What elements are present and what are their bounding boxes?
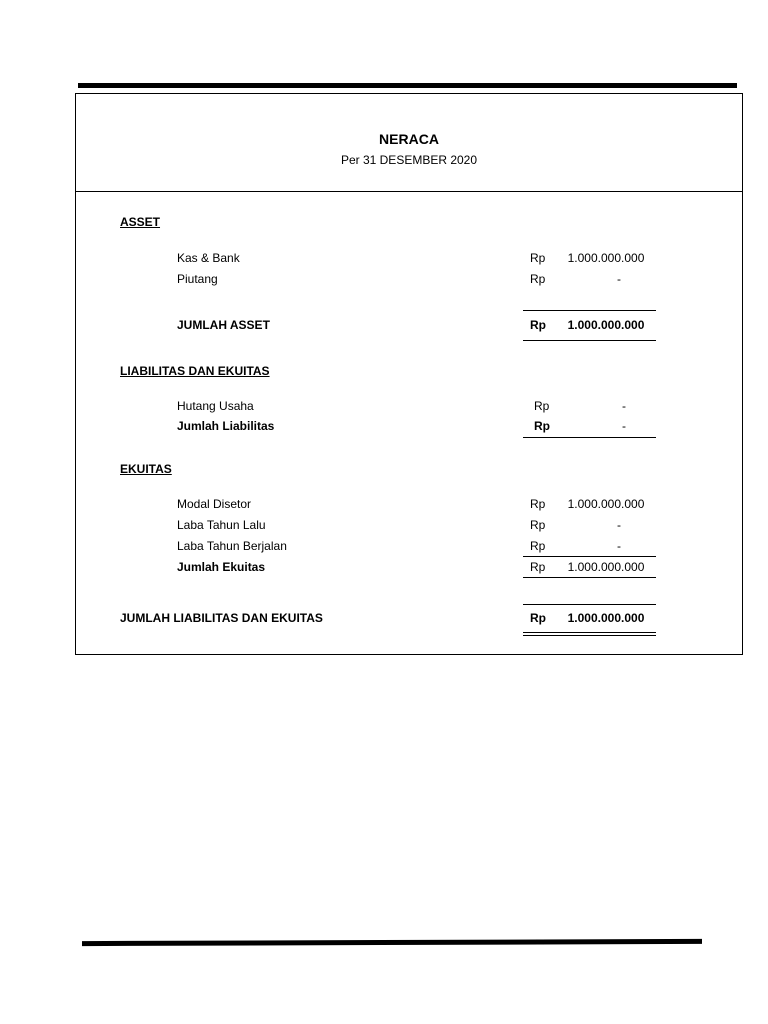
total-rule: [523, 340, 656, 341]
currency-label: Rp: [534, 419, 550, 433]
document-date: Per 31 DESEMBER 2020: [340, 153, 478, 167]
line-item-amount: -: [617, 518, 621, 532]
line-item-label: Piutang: [177, 272, 218, 286]
currency-label: Rp: [530, 251, 546, 265]
line-item-label: Kas & Bank: [177, 251, 240, 265]
top-rule: [78, 83, 737, 88]
line-item-amount: 1.000.000.000: [567, 251, 645, 265]
bottom-rule: [82, 939, 702, 946]
balance-sheet: [75, 93, 743, 655]
line-item-amount: -: [622, 399, 626, 413]
line-item-label: Laba Tahun Berjalan: [177, 539, 287, 553]
total-amount-liabilities: -: [622, 419, 626, 433]
total-rule: [523, 437, 656, 438]
section-heading-equity: EKUITAS: [120, 462, 172, 476]
line-item-label: Modal Disetor: [177, 497, 252, 511]
total-label-liabilities: Jumlah Liabilitas: [177, 419, 275, 433]
subtotal-rule: [523, 604, 656, 605]
document-title: NERACA: [379, 131, 439, 147]
total-label-equity: Jumlah Ekuitas: [177, 560, 266, 574]
grand-total-label: JUMLAH LIABILITAS DAN EKUITAS: [120, 611, 323, 625]
currency-label: Rp: [530, 611, 546, 625]
total-amount-asset: 1.000.000.000: [567, 318, 645, 332]
grand-total-amount: 1.000.000.000: [567, 611, 645, 625]
currency-label: Rp: [530, 318, 546, 332]
line-item-amount: -: [617, 272, 621, 286]
total-rule: [523, 577, 656, 578]
currency-label: Rp: [530, 518, 546, 532]
double-underline: [523, 632, 656, 636]
total-amount-equity: 1.000.000.000: [567, 560, 645, 574]
currency-label: Rp: [530, 272, 546, 286]
section-heading-asset: ASSET: [120, 215, 161, 229]
document-header: [76, 94, 742, 192]
subtotal-rule: [523, 556, 656, 557]
currency-label: Rp: [530, 539, 546, 553]
line-item-amount: -: [617, 539, 621, 553]
line-item-label: Laba Tahun Lalu: [177, 518, 266, 532]
currency-label: Rp: [534, 399, 550, 413]
line-item-amount: 1.000.000.000: [567, 497, 645, 511]
currency-label: Rp: [530, 560, 546, 574]
total-label-asset: JUMLAH ASSET: [177, 318, 270, 332]
section-heading-liabilities: LIABILITAS DAN EKUITAS: [120, 364, 270, 378]
currency-label: Rp: [530, 497, 546, 511]
line-item-label: Hutang Usaha: [177, 399, 254, 413]
subtotal-rule: [523, 310, 656, 311]
